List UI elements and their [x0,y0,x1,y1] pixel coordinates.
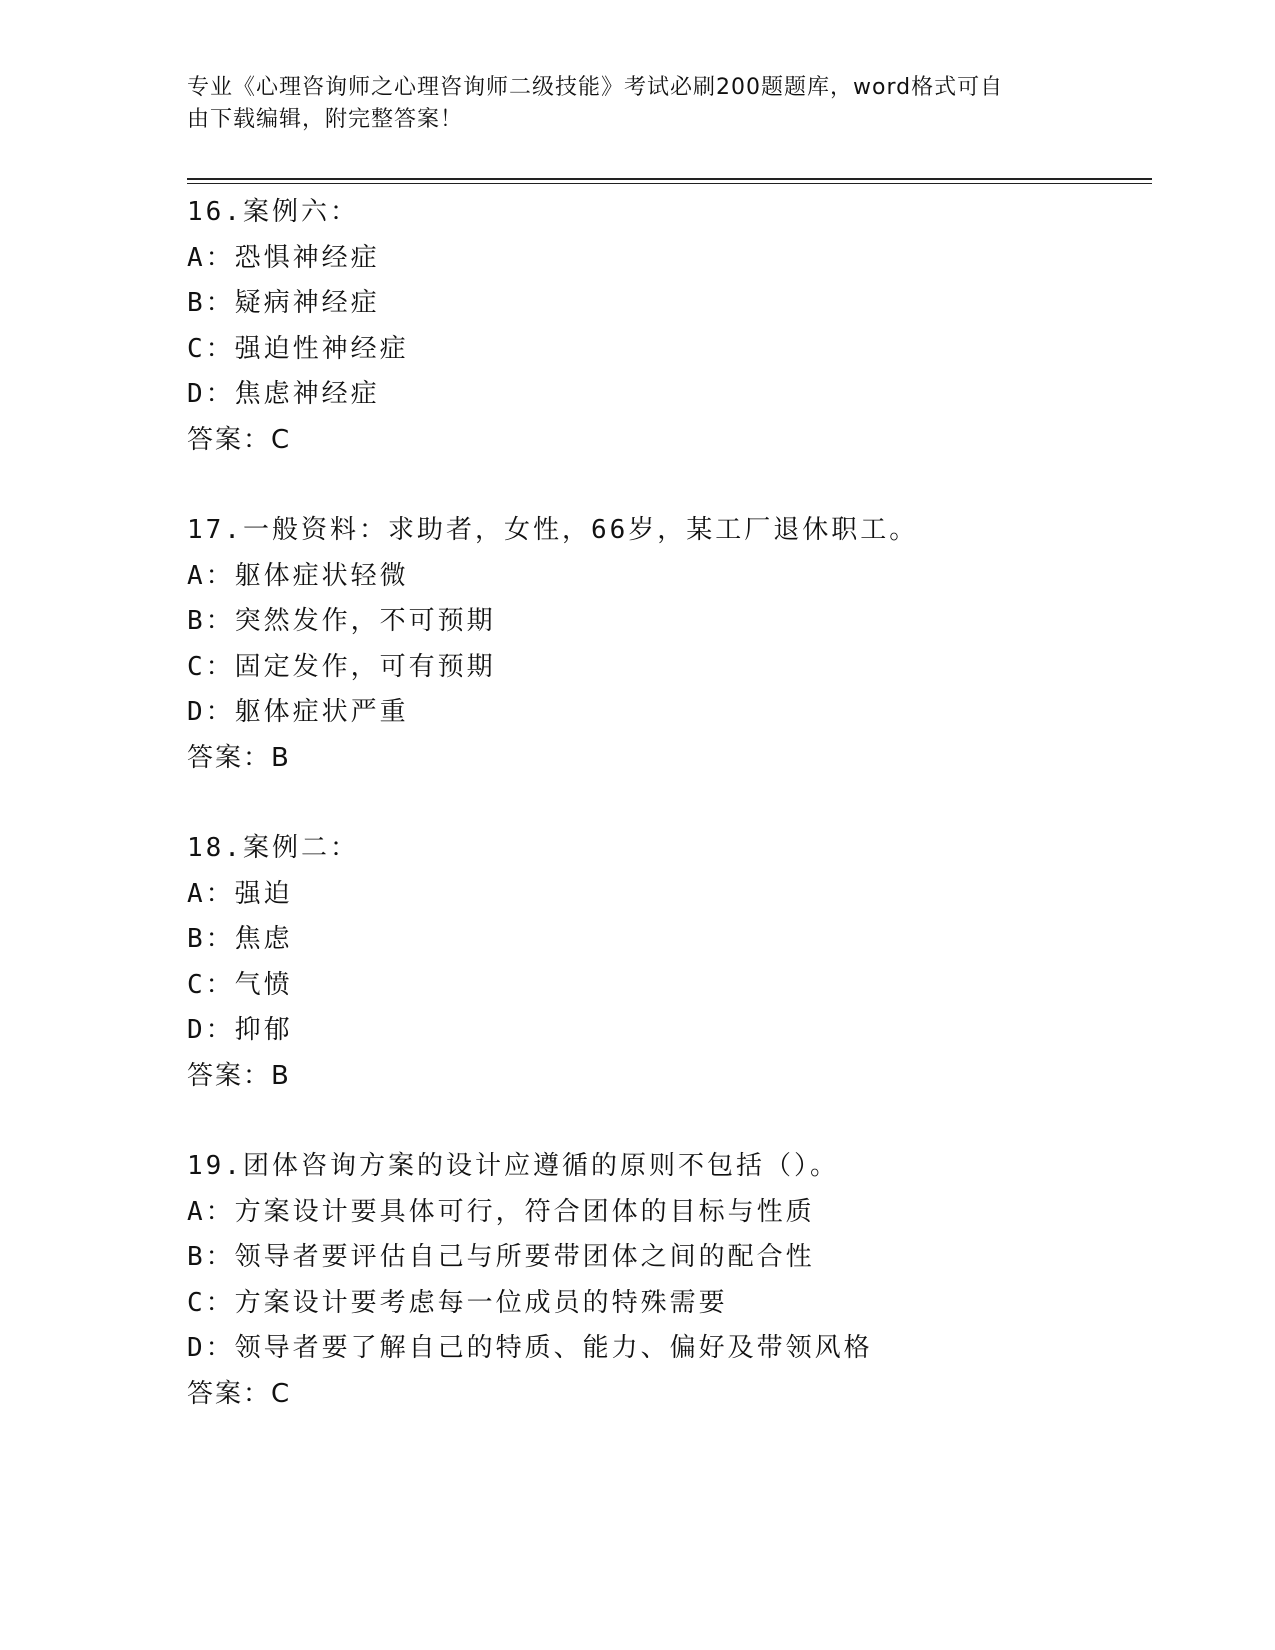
option-b: B：突然发作，不可预期 [187,606,496,636]
option-b: B：领导者要评估自己与所要带团体之间的配合性 [187,1242,815,1272]
option-d: D：焦虑神经症 [187,379,380,409]
answer-line: 答案：C [187,1378,292,1409]
option-c: C：固定发作，可有预期 [187,651,496,682]
question-stem: 19.团体咨询方案的设计应遵循的原则不包括（）。 [187,1151,839,1181]
option-c: C：强迫性神经症 [187,333,409,364]
question-17 [187,508,1147,781]
question-18 [187,826,1147,1099]
question-stem: 17.一般资料：求助者，女性，66岁，某工厂退休职工。 [187,515,919,545]
option-c: C：方案设计要考虑每一位成员的特殊需要 [187,1287,728,1318]
question-stem: 18.案例二： [187,833,359,863]
header-divider-thick [187,178,1152,180]
option-b: B：疑病神经症 [187,288,380,318]
option-c: C：气愤 [187,969,293,1000]
answer-line: 答案：B [187,742,291,773]
question-19 [187,1144,1147,1417]
question-list [187,190,1147,1417]
answer-line: 答案：C [187,424,292,455]
option-d: D：抑郁 [187,1015,293,1045]
header-line-2: 由下载编辑，附完整答案！ [187,107,464,132]
option-a: A：强迫 [187,878,293,909]
question-16 [187,190,1147,463]
question-stem: 16.案例六： [187,197,359,227]
document-header [187,72,1067,136]
option-d: D：躯体症状严重 [187,697,409,727]
option-a: A：恐惧神经症 [187,242,380,273]
option-b: B：焦虑 [187,924,293,954]
option-a: A：躯体症状轻微 [187,560,409,591]
option-d: D：领导者要了解自己的特质、能力、偏好及带领风格 [187,1333,873,1363]
option-a: A：方案设计要具体可行，符合团体的目标与性质 [187,1196,815,1227]
header-divider-thin [187,183,1152,184]
answer-line: 答案：B [187,1060,291,1091]
header-line-1: 专业《心理咨询师之心理咨询师二级技能》考试必刷200题题库，word格式可自 [187,75,1004,100]
